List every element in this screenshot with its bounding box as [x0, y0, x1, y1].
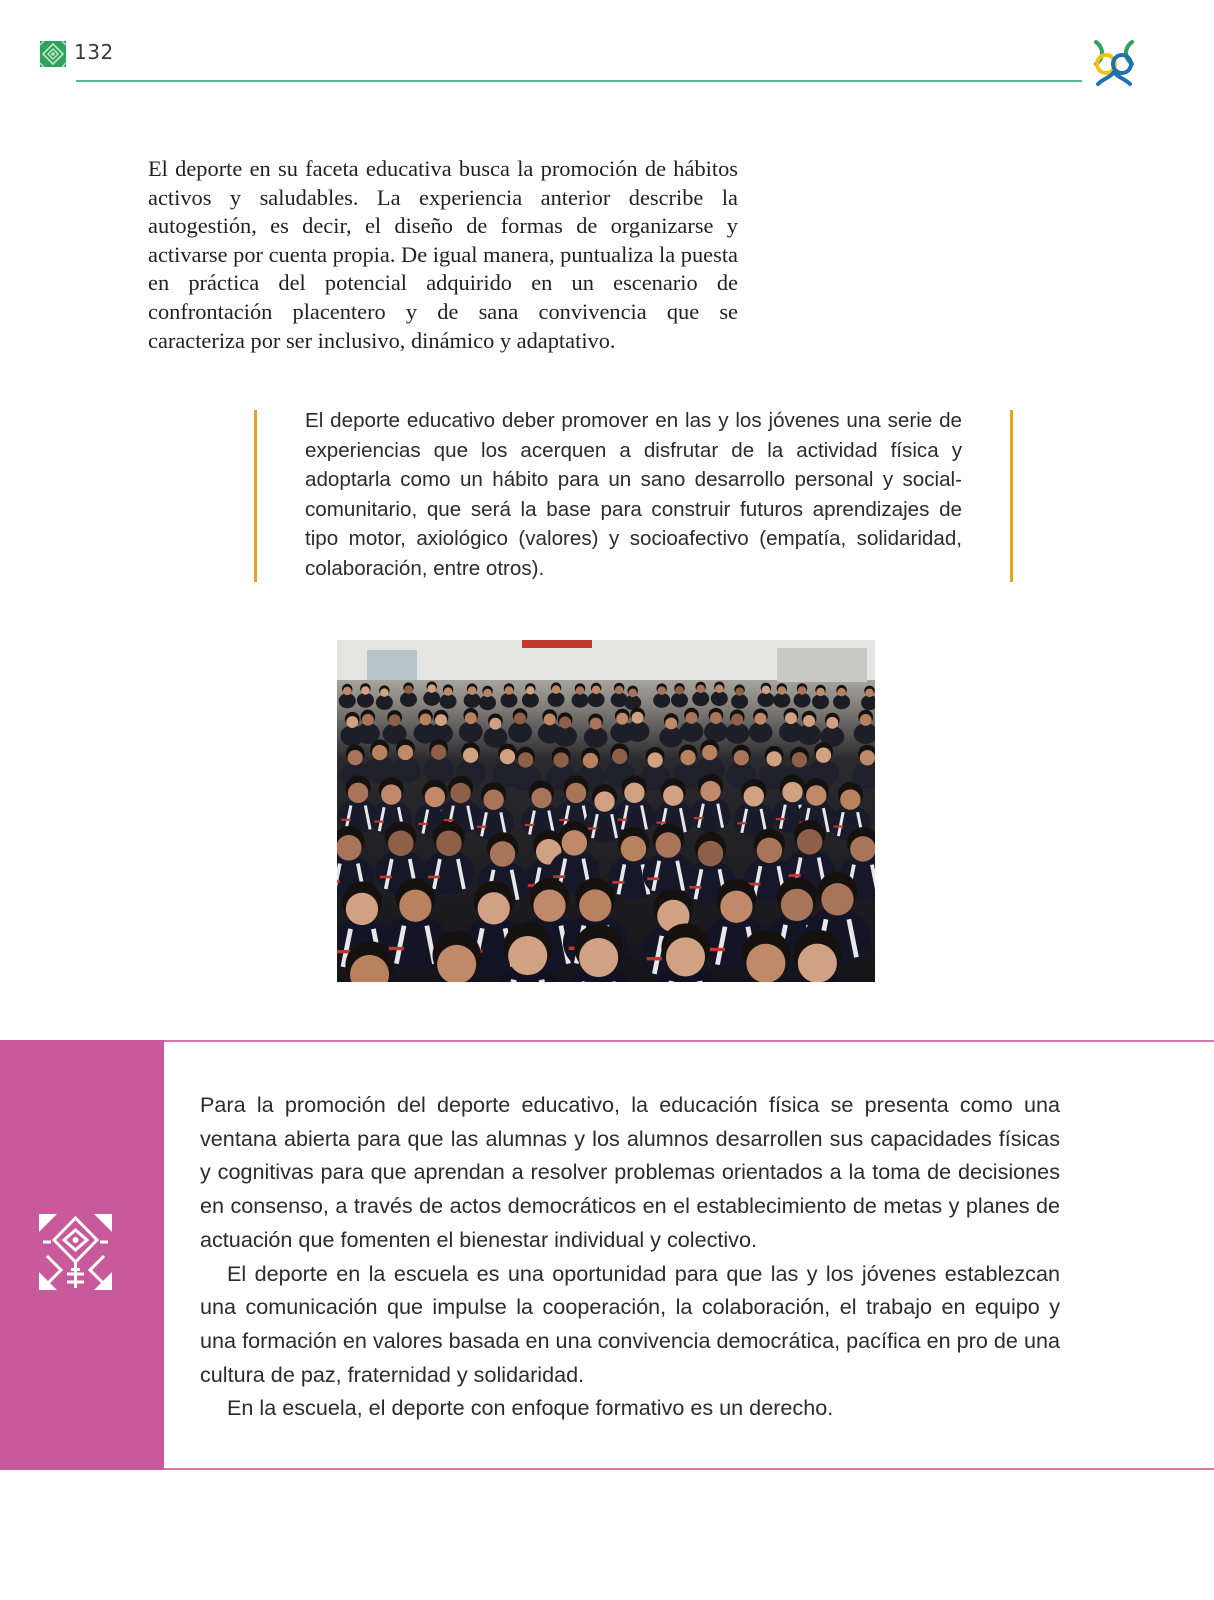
crowd-face	[348, 783, 368, 803]
crowd-face	[762, 686, 771, 695]
crowd-face	[840, 789, 860, 809]
crowd-body	[680, 721, 704, 742]
crowd-face	[782, 782, 802, 802]
crowd-face	[348, 750, 363, 765]
crowd-face	[700, 781, 720, 801]
crowd-face	[612, 749, 627, 764]
crowd-face	[559, 717, 571, 729]
crowd-face	[860, 750, 875, 765]
band-text-block	[200, 1088, 1060, 1425]
crowd-body	[671, 693, 688, 708]
crowd-face	[621, 836, 647, 862]
crowd-face	[821, 883, 853, 915]
crowd-face	[781, 889, 813, 921]
crowd-body	[653, 693, 670, 708]
page-number: 132	[74, 40, 114, 64]
crowd-face	[803, 715, 815, 727]
crowd-face	[544, 713, 556, 725]
crowd-face	[792, 752, 807, 767]
crowd-face	[518, 752, 533, 767]
band-rule-top	[164, 1040, 1214, 1042]
crowd-face	[398, 745, 413, 760]
crowd-body	[812, 694, 829, 709]
crowd-body	[749, 722, 773, 743]
crowd-face	[766, 751, 781, 766]
crowd-face	[850, 836, 875, 862]
crowd-body	[833, 694, 850, 709]
crowd-face	[702, 745, 717, 760]
crowd-body	[757, 692, 774, 707]
band-paragraph-2: El deporte en la escuela es una oportunidad para que las y los jóvenes establezcan una comunicación que impulse la cooperación, la colaboración, el trabajo en equipo y una formación en valores basada en una convivencia democrática, pacífica en pro de una cultura de paz, fraternidad y solidaridad.	[200, 1260, 1060, 1387]
crowd-body	[357, 693, 374, 708]
crowd-face	[420, 713, 432, 725]
crowd-face	[680, 750, 695, 765]
page-header	[0, 0, 1214, 90]
crowd-body	[794, 693, 811, 708]
crowd-face	[399, 890, 431, 922]
crowd-face	[526, 686, 535, 695]
crowd-face	[346, 893, 378, 925]
crowd-face	[666, 937, 705, 976]
crowd-face	[468, 686, 477, 695]
crowd-face	[566, 783, 586, 803]
crowd-face	[533, 890, 565, 922]
crowd-face	[735, 687, 744, 696]
crowd-face	[696, 685, 705, 694]
crowd-face	[592, 686, 601, 695]
crowd-body	[459, 721, 483, 742]
quote-bar-left	[254, 410, 257, 582]
crowd-face	[785, 712, 797, 724]
crowd-face	[816, 748, 831, 763]
crowd-face	[425, 787, 445, 807]
crowd-body	[423, 756, 454, 783]
crowd-body	[584, 727, 608, 748]
crowd-face	[715, 684, 724, 693]
crowd-body	[731, 694, 748, 709]
crowd-face	[388, 830, 414, 856]
crowd-face	[746, 944, 785, 982]
crowd-face	[404, 685, 413, 694]
crowd-face	[757, 838, 783, 864]
crowd-face	[698, 841, 724, 867]
crowd-body	[479, 695, 496, 710]
crowd-face	[865, 689, 874, 698]
crowd-face	[427, 684, 436, 693]
crowd-face	[362, 714, 374, 726]
crowd-face	[744, 786, 764, 806]
crowd-face	[797, 829, 823, 855]
crowd-face	[731, 714, 743, 726]
crowd-face	[579, 889, 611, 921]
crowd-face	[647, 752, 662, 767]
crowd-face	[837, 688, 846, 697]
quote-bar-right	[1010, 410, 1013, 582]
header-rule	[76, 80, 1082, 82]
crowd-face	[562, 830, 588, 856]
crowd-face	[624, 783, 644, 803]
crowd-face	[381, 784, 401, 804]
crowd-face	[665, 718, 677, 730]
textile-pattern-icon	[37, 1212, 114, 1292]
crowd-face	[616, 713, 628, 725]
crowd-body	[725, 723, 749, 744]
crowd-body	[522, 693, 539, 708]
crowd-face	[483, 789, 503, 809]
crowd-face	[389, 714, 401, 726]
band-rule-bottom	[164, 1468, 1214, 1470]
crowd-face	[380, 688, 389, 697]
crowd-face	[675, 686, 684, 695]
crowd-face	[500, 749, 515, 764]
crowd-face	[483, 689, 492, 698]
crowd-face	[490, 841, 515, 867]
crowd-body	[704, 721, 728, 742]
intro-paragraph: El deporte en su faceta educativa busca la promoción de hábitos activos y saludables. La experiencia anterior describe la autogestión, es decir, el diseño de formas de organizarse y activarse por cuenta propia. De igual manera, puntualiza la puesta en práctica del potencial adquirido en un escenario de confrontación placentero y de sana convivencia que se caracteriza por ser inclusivo, dinámico y adaptativo.	[148, 156, 738, 353]
crowd-face	[628, 689, 637, 698]
crowd-body	[571, 693, 588, 708]
crowd-face	[372, 745, 387, 760]
crowd-body	[773, 693, 790, 708]
crowd-body	[400, 692, 417, 707]
crowd-face	[508, 936, 547, 975]
crowd-body	[626, 721, 650, 742]
crowd-face	[436, 830, 462, 856]
crowd-face	[632, 712, 644, 724]
crowd-body	[423, 691, 440, 706]
crowd-face	[478, 892, 510, 924]
crowd-face	[663, 785, 683, 805]
crowd-body	[659, 727, 683, 748]
crowd-face	[720, 891, 752, 923]
crowd-body	[464, 693, 481, 708]
crowd-body	[440, 694, 457, 709]
crowd-face	[594, 791, 614, 811]
band-paragraph-3: En la escuela, el deporte con enfoque formativo es un derecho.	[227, 1395, 834, 1421]
crowd-body	[797, 724, 821, 745]
crowd-body	[588, 692, 605, 707]
crowd-face	[755, 713, 767, 725]
crowd-face	[431, 744, 446, 759]
crowd-body	[548, 692, 565, 707]
crowd-face	[514, 712, 526, 724]
pattern-mark-icon	[40, 41, 66, 67]
crowd-body	[339, 693, 356, 708]
band-paragraph-1: Para la promoción del deporte educativo, la educación física se presenta como una ventana abierta para que las alumnas y los alumnos desarrollen sus capacidades físicas y cognitivas para que aprendan a resolver problemas orientados a la toma de decisiones en consenso, a través de actos democráticos en el establecimiento de metas y planes de actuación que fomenten el bienestar individual y colectivo.	[200, 1092, 1060, 1252]
crowd-body	[553, 726, 577, 747]
crowd-face	[778, 686, 787, 695]
crowd-face	[655, 832, 681, 858]
program-logo-icon	[1090, 38, 1138, 88]
crowd-face	[361, 686, 370, 695]
quote-paragraph: El deporte educativo deber promover en las y los jóvenes una serie de experiencias que los acerquen a disfrutar de la actividad física y adoptarla como un hábito para un sano desarrollo personal y social-comunitario, que será la base para construir futuros aprendizajes de tipo motor, axiológico (valores) y socioafectivo (empatía, solidaridad, colaboración, entre otros).	[305, 409, 962, 580]
crowd-face	[576, 686, 585, 695]
crowd-face	[798, 686, 807, 695]
crowd-face	[583, 753, 598, 768]
crowd-face	[343, 687, 352, 696]
crowd-face	[734, 750, 749, 765]
crowd-face	[590, 718, 602, 730]
crowd-face	[657, 686, 666, 695]
crowd-face	[444, 687, 453, 696]
crowd-face	[450, 783, 470, 803]
crowd-face	[826, 717, 838, 729]
crowd-face	[505, 686, 514, 695]
crowd-face	[531, 788, 551, 808]
crowd-face	[798, 944, 837, 982]
crowd-face	[463, 748, 478, 763]
crowd-face	[816, 688, 825, 697]
crowd-face	[553, 752, 568, 767]
crowd-face	[806, 785, 826, 805]
crowd-face	[337, 835, 362, 861]
crowd-face	[686, 712, 698, 724]
crowd-face	[465, 712, 477, 724]
crowd-body	[376, 695, 393, 710]
crowd-body	[711, 691, 728, 706]
crowd-face	[710, 712, 722, 724]
crowd-face	[435, 714, 447, 726]
crowd-body	[692, 691, 709, 706]
crowd-face	[579, 938, 618, 977]
crowd-face	[552, 685, 561, 694]
photo-students-audience	[337, 640, 875, 982]
crowd-body	[500, 693, 517, 708]
crowd-face	[860, 714, 872, 726]
crowd-body	[690, 797, 731, 833]
crowd-face	[346, 716, 358, 728]
crowd-body	[508, 722, 532, 743]
crowd-face	[615, 686, 624, 695]
crowd-face	[489, 718, 501, 730]
